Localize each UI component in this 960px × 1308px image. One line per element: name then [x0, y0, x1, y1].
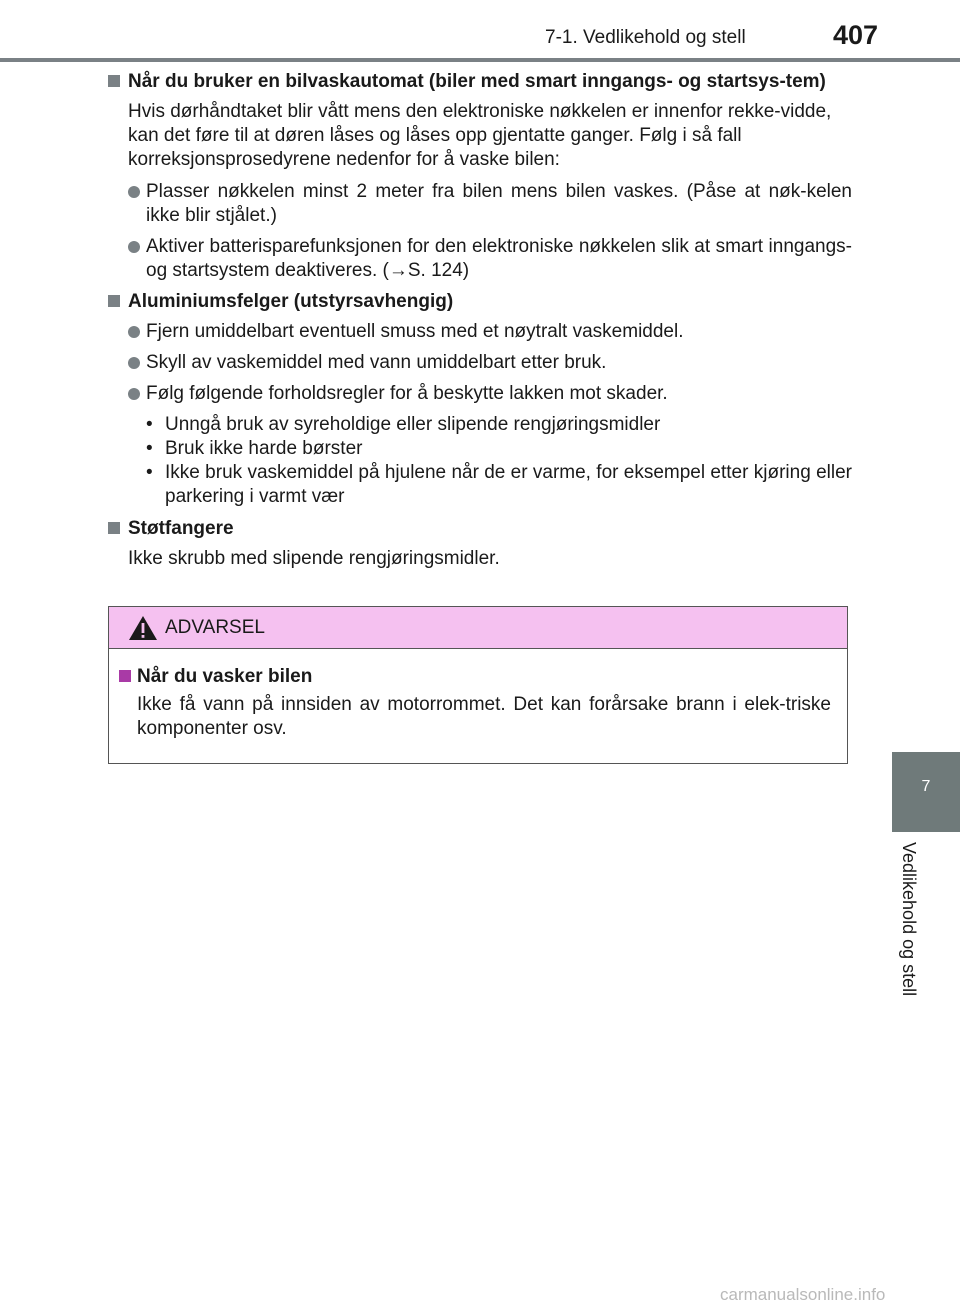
heading-text: Når du bruker en bilvaskautomat (biler med smart inngangs- og startsys-tem) [128, 71, 826, 92]
list-item [108, 351, 852, 375]
sub-item-text: Unngå bruk av syreholdige eller slipende rengjøringsmidler [165, 414, 661, 435]
chapter-tab[interactable] [892, 752, 960, 832]
round-bullet-icon [128, 388, 140, 400]
chapter-number: 7 [921, 778, 931, 795]
chapter-label-container [892, 842, 932, 1022]
square-bullet-icon [108, 75, 120, 87]
list-item [108, 320, 852, 344]
heading-text: Støtfangere [128, 518, 234, 539]
warning-text: Ikke få vann på innsiden av motorrommet. Det kan forårsake brann i elek-triske komponenter osv. [137, 694, 831, 739]
dot-marker-icon: • [146, 438, 153, 459]
warning-heading [119, 665, 831, 689]
list-item-text: Skyll av vaskemiddel med vann umiddelbart etter bruk. [146, 352, 607, 373]
list-item-text: Aktiver batterisparefunksjonen for den elektroniske nøkkelen slik at smart inngangs- og startsystem deaktiveres. (→S. 124) [146, 236, 852, 281]
main-content [108, 70, 852, 579]
heading-text: Aluminiumsfelger (utstyrsavhengig) [128, 291, 454, 312]
dot-marker-icon: • [146, 462, 153, 483]
section-heading [108, 517, 852, 541]
warning-header [109, 607, 847, 649]
round-bullet-icon [128, 357, 140, 369]
warning-heading-text: Når du vasker bilen [137, 666, 313, 687]
paragraph: Hvis dørhåndtaket blir vått mens den elektroniske nøkkelen er innenfor rekke-vidde, kan det føre til at døren låses og låses opp gjentatte ganger. Følg i så fall korreksjonsprosedyrene nedenfor for å vaske bilen: [128, 101, 832, 170]
header-rule [0, 58, 960, 62]
round-bullet-icon [128, 186, 140, 198]
page-number: 407 [833, 20, 879, 50]
watermark: carmanualsonline.info [720, 1285, 886, 1304]
sub-item-text: Bruk ikke harde børster [165, 438, 363, 459]
round-bullet-icon [128, 241, 140, 253]
sub-list [108, 413, 852, 509]
warning-body [109, 649, 847, 741]
square-bullet-icon [119, 670, 131, 682]
section-title: 7-1. Vedlikehold og stell [545, 27, 746, 48]
list-item [108, 180, 852, 228]
warning-box [108, 606, 848, 764]
chapter-label: Vedlikehold og stell [899, 842, 919, 997]
section-heading [108, 290, 852, 314]
sub-list-item [146, 437, 852, 461]
list-item-text: Følg følgende forholdsregler for å beskytte lakken mot skader. [146, 383, 668, 404]
square-bullet-icon [108, 522, 120, 534]
list-item-text: Fjern umiddelbart eventuell smuss med et nøytralt vaskemiddel. [146, 321, 684, 342]
list-item [108, 382, 852, 406]
dot-marker-icon: • [146, 414, 153, 435]
paragraph: Ikke skrubb med slipende rengjøringsmidler. [128, 548, 500, 569]
list-item-text: Plasser nøkkelen minst 2 meter fra bilen mens bilen vaskes. (Påse at nøk-kelen ikke blir stjålet.) [146, 181, 852, 226]
warning-triangle-icon [127, 614, 159, 642]
sub-list-item [146, 461, 852, 509]
sub-list-item [146, 413, 852, 437]
section-heading [108, 70, 852, 94]
sub-item-text: Ikke bruk vaskemiddel på hjulene når de er varme, for eksempel etter kjøring eller parkering i varmt vær [165, 462, 852, 507]
square-bullet-icon [108, 295, 120, 307]
list-item [108, 235, 852, 283]
warning-title: ADVARSEL [165, 616, 265, 638]
round-bullet-icon [128, 326, 140, 338]
